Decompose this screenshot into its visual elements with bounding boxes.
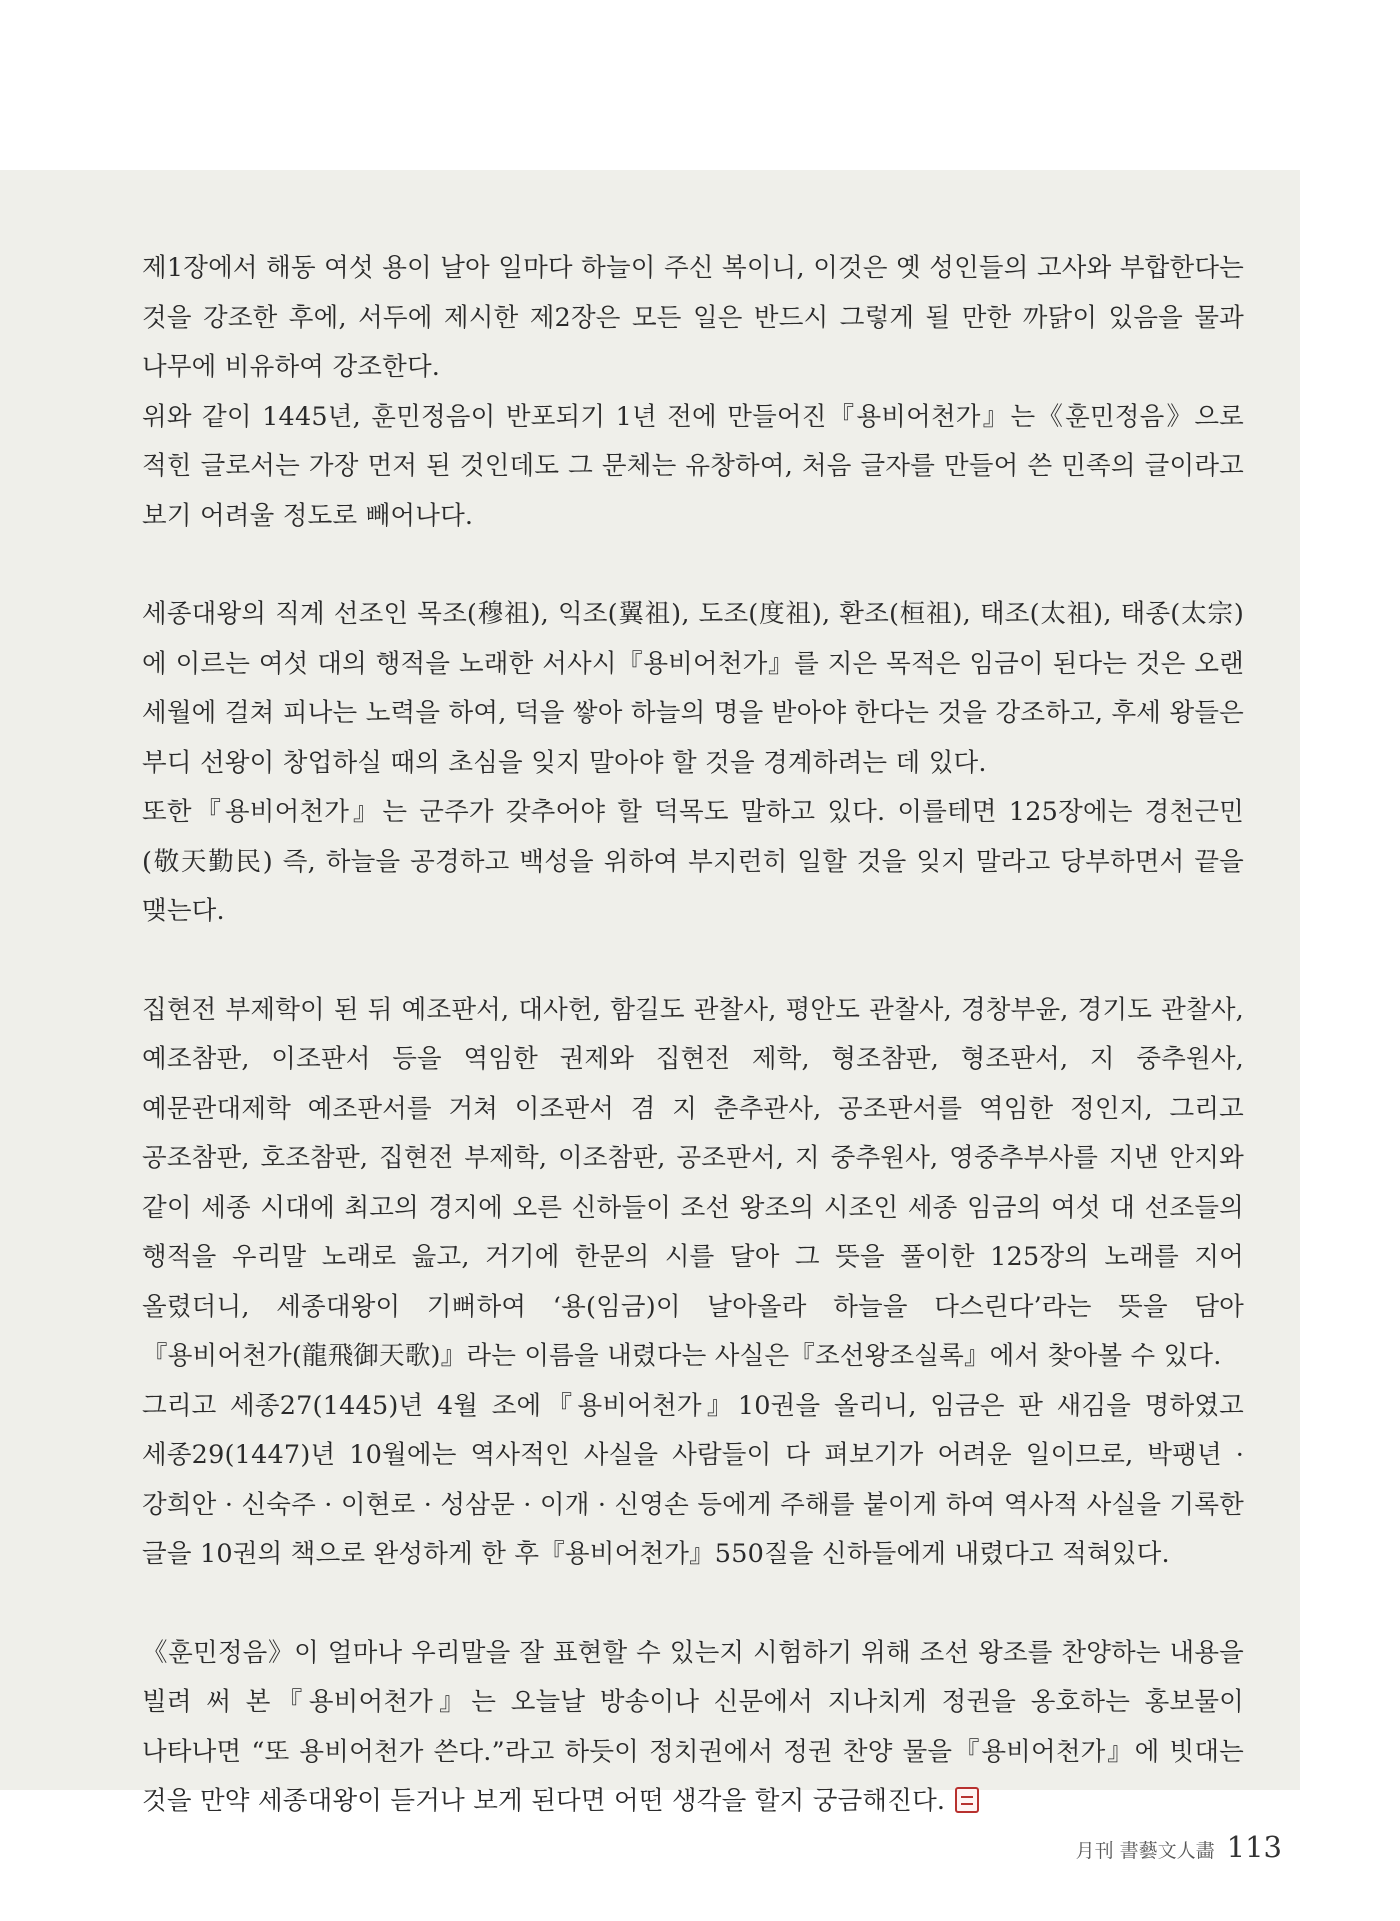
page-footer	[1076, 1830, 1282, 1864]
section-gap	[142, 541, 1244, 590]
section-gap	[142, 937, 1244, 986]
paragraph-7-text: 《훈민정음》이 얼마나 우리말을 잘 표현할 수 있는지 시험하기 위해 조선 왕조를 찬양하는 내용을 빌려 써 본『용비어천가』는 오늘날 방송이나 신문에서 지나치게 정권을 옹호하는 홍보물이 나타나면 “또 용비어천가 쓴다.”라고 하듯이 정치권에서 정권 찬양 물을『용비어천가』에 빗대는 것을 만약 세종대왕이 듣거나 보게 된다면 어떤 생각을 할지 궁금해진다.	[142, 1637, 1244, 1816]
red-seal-icon	[955, 1787, 979, 1813]
paragraph-4: 또한『용비어천가』는 군주가 갖추어야 할 덕목도 말하고 있다. 이를테면 125장에는 경천근민(敬天勤民) 즉, 하늘을 공경하고 백성을 위하여 부지런히 일할 것을 잊지 말라고 당부하면서 끝을 맺는다.	[142, 797, 1244, 926]
article-body	[142, 244, 1244, 1827]
paragraph-7	[142, 1629, 1244, 1827]
paragraph-6: 그리고 세종27(1445)년 4월 조에『용비어천가』10권을 올리니, 임금은 판 새김을 명하였고 세종29(1447)년 10월에는 역사적인 사실을 사람들이 다 펴보기가 어려운 일이므로, 박팽년 · 강희안 · 신숙주 · 이현로 · 성삼문 · 이개 · 신영손 등에게 주해를 붙이게 하여 역사적 사실을 기록한 글을 10권의 책으로 완성하게 한 후『용비어천가』550질을 신하들에게 내렸다고 적혀있다.	[142, 1390, 1244, 1569]
magazine-title: 月刊 書藝文人畵	[1075, 1840, 1215, 1862]
page-number: 113	[1226, 1830, 1282, 1864]
paragraph-3: 세종대왕의 직계 선조인 목조(穆祖), 익조(翼祖), 도조(度祖), 환조(桓祖), 태조(太祖), 태종(太宗)에 이르는 여섯 대의 행적을 노래한 서사시『용비어천가』를 지은 목적은 임금이 된다는 것은 오랜 세월에 걸쳐 피나는 노력을 하여, 덕을 쌓아 하늘의 명을 받아야 한다는 것을 강조하고, 후세 왕들은 부디 선왕이 창업하실 때의 초심을 잊지 말아야 할 것을 경계하려는 데 있다.	[142, 599, 1244, 778]
paragraph-1: 제1장에서 해동 여섯 용이 날아 일마다 하늘이 주신 복이니, 이것은 옛 성인들의 고사와 부합한다는 것을 강조한 후에, 서두에 제시한 제2장은 모든 일은 반드시 그렇게 될 만한 까닭이 있음을 물과 나무에 비유하여 강조한다.	[142, 253, 1244, 382]
paragraph-2: 위와 같이 1445년, 훈민정음이 반포되기 1년 전에 만들어진『용비어천가』는《훈민정음》으로 적힌 글로서는 가장 먼저 된 것인데도 그 문체는 유창하여, 처음 글자를 만들어 쓴 민족의 글이라고 보기 어려울 정도로 빼어나다.	[142, 401, 1244, 531]
paragraph-5: 집현전 부제학이 된 뒤 예조판서, 대사헌, 함길도 관찰사, 평안도 관찰사, 경창부윤, 경기도 관찰사, 예조참판, 이조판서 등을 역임한 권제와 집현전 제학, 형조참판, 형조판서, 지 중추원사, 예문관대제학 예조판서를 거쳐 이조판서 겸 지 춘추관사, 공조판서를 역임한 정인지, 그리고 공조참판, 호조참판, 집현전 부제학, 이조참판, 공조판서, 지 중추원사, 영중추부사를 지낸 안지와 같이 세종 시대에 최고의 경지에 오른 신하들이 조선 왕조의 시조인 세종 임금의 여섯 대 선조들의 행적을 우리말 노래로 읊고, 거기에 한문의 시를 달아 그 뜻을 풀이한 125장의 노래를 지어 올렸더니, 세종대왕이 기뻐하여 ‘용(임금)이 날아올라 하늘을 다스린다’라는 뜻을 담아『용비어천가(龍飛御天歌)』라는 이름을 내렸다는 사실은『조선왕조실록』에서 찾아볼 수 있다.	[142, 994, 1244, 1371]
section-gap	[142, 1580, 1244, 1629]
